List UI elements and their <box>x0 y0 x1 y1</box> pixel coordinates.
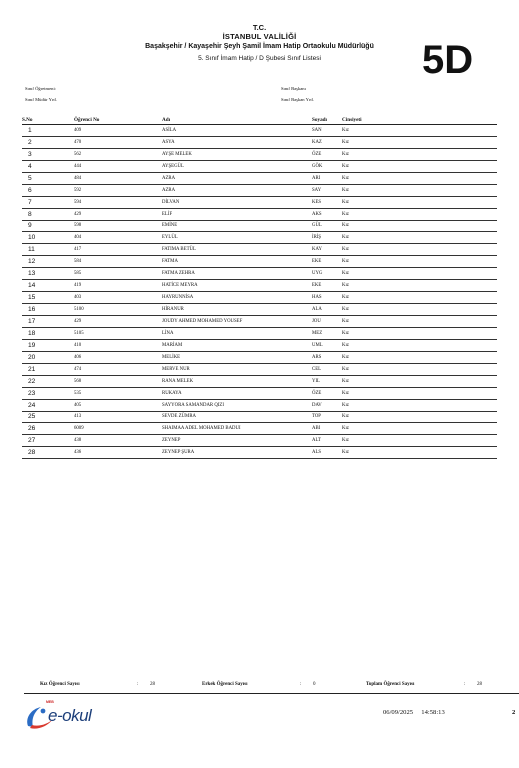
cell-name: ZEYNEP ŞURA <box>162 447 312 459</box>
cell-name: FATMA ZEHRA <box>162 268 312 280</box>
cell-name: SAYYORA SAMANDAR QIZI <box>162 399 312 411</box>
table-row <box>22 447 497 459</box>
cell-student-no: 535 <box>74 387 162 399</box>
table-row <box>22 327 497 339</box>
girls-count-label: Kız Öğrenci Sayısı <box>40 682 80 687</box>
cell-student-no: 474 <box>74 363 162 375</box>
cell-sno: 22 <box>22 375 74 387</box>
cell-student-no: 6009 <box>74 423 162 435</box>
table-row <box>22 411 497 423</box>
cell-name: SHAIMAA ADEL MOHAMED BADUI <box>162 423 312 435</box>
cell-gender: Kız <box>342 339 497 351</box>
cell-surname: ARS <box>312 351 342 363</box>
cell-name: ZEYNEP <box>162 435 312 447</box>
cell-sno: 11 <box>22 244 74 256</box>
cell-surname: KAZ <box>312 136 342 148</box>
cell-surname: UML <box>312 339 342 351</box>
header-tc: T.C. <box>252 23 267 32</box>
cell-sno: 6 <box>22 184 74 196</box>
cell-student-no: 5105 <box>74 327 162 339</box>
cell-gender: Kız <box>342 220 497 232</box>
cell-surname: KES <box>312 196 342 208</box>
table-row <box>22 244 497 256</box>
cell-name: ASYA <box>162 136 312 148</box>
cell-sno: 2 <box>22 136 74 148</box>
cell-student-no: 470 <box>74 136 162 148</box>
cell-gender: Kız <box>342 435 497 447</box>
table-row <box>22 423 497 435</box>
cell-gender: Kız <box>342 304 497 316</box>
cell-surname: KAY <box>312 244 342 256</box>
cell-sno: 3 <box>22 148 74 160</box>
cell-student-no: 585 <box>74 268 162 280</box>
vice-head-label: Sınıf Başkan Yrd. <box>281 97 314 102</box>
cell-gender: Kız <box>342 125 497 137</box>
cell-gender: Kız <box>342 136 497 148</box>
cell-gender: Kız <box>342 447 497 459</box>
cell-surname: DAV <box>312 399 342 411</box>
cell-gender: Kız <box>342 423 497 435</box>
col-header-surname: Soyadı <box>312 116 342 125</box>
cell-sno: 24 <box>22 399 74 411</box>
cell-surname: SAY <box>312 184 342 196</box>
cell-name: EYLÜL <box>162 232 312 244</box>
cell-name: FATMA <box>162 256 312 268</box>
total-count-label: Toplam Öğrenci Sayısı <box>366 682 415 687</box>
cell-name: HİRANUR <box>162 304 312 316</box>
table-row <box>22 208 497 220</box>
cell-gender: Kız <box>342 316 497 328</box>
eokul-logo <box>22 700 102 734</box>
table-row <box>22 339 497 351</box>
cell-gender: Kız <box>342 160 497 172</box>
cell-sno: 8 <box>22 208 74 220</box>
cell-student-no: 5100 <box>74 304 162 316</box>
cell-name: AYŞEGÜL <box>162 160 312 172</box>
table-row <box>22 136 497 148</box>
col-header-sno: S.No <box>22 116 74 125</box>
cell-gender: Kız <box>342 363 497 375</box>
cell-sno: 28 <box>22 447 74 459</box>
cell-gender: Kız <box>342 148 497 160</box>
boys-count-label: Erkek Öğrenci Sayısı <box>202 682 248 687</box>
class-head-label: Sınıf Başkanı <box>281 86 306 91</box>
boys-count-separator: : <box>300 682 302 687</box>
cell-sno: 1 <box>22 125 74 137</box>
cell-sno: 17 <box>22 316 74 328</box>
cell-sno: 16 <box>22 304 74 316</box>
total-count-separator: : <box>464 682 466 687</box>
header-governorship: İSTANBUL VALİLİĞİ <box>222 32 297 41</box>
cell-student-no: 444 <box>74 160 162 172</box>
table-row <box>22 292 497 304</box>
cell-surname: EKE <box>312 256 342 268</box>
cell-gender: Kız <box>342 292 497 304</box>
header-school-name: Başakşehir / Kayaşehir Şeyh Şamil İmam Hatip Ortaokulu Müdürlüğü <box>145 43 374 50</box>
cell-surname: GÖK <box>312 160 342 172</box>
page-number: 2 <box>512 709 516 716</box>
cell-sno: 15 <box>22 292 74 304</box>
cell-sno: 20 <box>22 351 74 363</box>
table-row <box>22 160 497 172</box>
cell-name: LİNA <box>162 327 312 339</box>
cell-name: RANA MELEK <box>162 375 312 387</box>
cell-surname: AKS <box>312 208 342 220</box>
table-row <box>22 375 497 387</box>
cell-student-no: 436 <box>74 447 162 459</box>
col-header-gender: Cinsiyeti <box>342 116 497 125</box>
cell-student-no: 594 <box>74 196 162 208</box>
cell-student-no: 592 <box>74 184 162 196</box>
cell-student-no: 410 <box>74 339 162 351</box>
cell-gender: Kız <box>342 280 497 292</box>
girls-count-value: 28 <box>150 682 155 687</box>
cell-surname: SAN <box>312 125 342 137</box>
cell-sno: 25 <box>22 411 74 423</box>
cell-gender: Kız <box>342 387 497 399</box>
table-row <box>22 256 497 268</box>
table-row <box>22 172 497 184</box>
cell-gender: Kız <box>342 184 497 196</box>
cell-sno: 12 <box>22 256 74 268</box>
cell-surname: ABI <box>312 423 342 435</box>
table-row <box>22 435 497 447</box>
cell-student-no: 417 <box>74 244 162 256</box>
table-row <box>22 148 497 160</box>
cell-surname: YIL <box>312 375 342 387</box>
cell-sno: 7 <box>22 196 74 208</box>
cell-gender: Kız <box>342 172 497 184</box>
table-row <box>22 196 497 208</box>
cell-student-no: 562 <box>74 148 162 160</box>
table-row <box>22 268 497 280</box>
total-count-value: 28 <box>477 682 482 687</box>
cell-surname: ÖZE <box>312 387 342 399</box>
cell-student-no: 429 <box>74 316 162 328</box>
cell-sno: 14 <box>22 280 74 292</box>
cell-sno: 10 <box>22 232 74 244</box>
table-row <box>22 351 497 363</box>
cell-name: HAYRUNNİSA <box>162 292 312 304</box>
cell-gender: Kız <box>342 232 497 244</box>
cell-name: MELİKE <box>162 351 312 363</box>
cell-name: SEVDE ZÜMRA <box>162 411 312 423</box>
table-row <box>22 304 497 316</box>
cell-sno: 18 <box>22 327 74 339</box>
table-row <box>22 232 497 244</box>
cell-gender: Kız <box>342 268 497 280</box>
cell-gender: Kız <box>342 244 497 256</box>
cell-surname: ARI <box>312 172 342 184</box>
cell-surname: EKE <box>312 280 342 292</box>
cell-name: MARİAM <box>162 339 312 351</box>
cell-sno: 23 <box>22 387 74 399</box>
cell-name: AZRA <box>162 172 312 184</box>
cell-name: EMİNE <box>162 220 312 232</box>
cell-name: FATIMA BETÜL <box>162 244 312 256</box>
cell-name: ASİLA <box>162 125 312 137</box>
meb-label: MEB <box>46 700 54 704</box>
eokul-logo-text: e-okul <box>48 706 92 725</box>
cell-sno: 13 <box>22 268 74 280</box>
table-row <box>22 280 497 292</box>
print-date: 06/09/2025 <box>383 709 414 716</box>
cell-student-no: 484 <box>74 172 162 184</box>
cell-student-no: 404 <box>74 232 162 244</box>
cell-surname: İRİŞ <box>312 232 342 244</box>
cell-surname: TOP <box>312 411 342 423</box>
cell-gender: Kız <box>342 327 497 339</box>
cell-name: AZRA <box>162 184 312 196</box>
cell-gender: Kız <box>342 351 497 363</box>
cell-student-no: 409 <box>74 125 162 137</box>
cell-surname: CEL <box>312 363 342 375</box>
table-row <box>22 125 497 137</box>
class-code: 5D <box>422 38 474 82</box>
col-header-student-no: Öğrenci No <box>74 116 162 125</box>
cell-sno: 19 <box>22 339 74 351</box>
cell-sno: 9 <box>22 220 74 232</box>
cell-gender: Kız <box>342 208 497 220</box>
cell-surname: UYG <box>312 268 342 280</box>
cell-surname: ÖZE <box>312 148 342 160</box>
cell-student-no: 413 <box>74 411 162 423</box>
list-title: 5. Sınıf İmam Hatip / D Şubesi Sınıf Listesi <box>198 55 321 62</box>
table-row <box>22 363 497 375</box>
print-datetime <box>383 709 445 716</box>
cell-gender: Kız <box>342 196 497 208</box>
cell-sno: 21 <box>22 363 74 375</box>
cell-student-no: 405 <box>74 399 162 411</box>
cell-surname: HAS <box>312 292 342 304</box>
print-time: 14:58:13 <box>421 709 445 716</box>
cell-name: HATİCE MEYRA <box>162 280 312 292</box>
cell-student-no: 419 <box>74 280 162 292</box>
cell-student-no: 403 <box>74 292 162 304</box>
cell-sno: 27 <box>22 435 74 447</box>
table-row <box>22 399 497 411</box>
cell-gender: Kız <box>342 256 497 268</box>
cell-name: RUKAYA <box>162 387 312 399</box>
table-row <box>22 220 497 232</box>
teacher-label: Sınıf Öğretmeni: <box>25 86 57 91</box>
cell-student-no: 438 <box>74 435 162 447</box>
cell-student-no: 598 <box>74 220 162 232</box>
cell-name: AYŞE MELEK <box>162 148 312 160</box>
footer-summary <box>0 680 519 692</box>
cell-student-no: 584 <box>74 256 162 268</box>
cell-name: MERVE NUR <box>162 363 312 375</box>
cell-gender: Kız <box>342 375 497 387</box>
cell-surname: JOU <box>312 316 342 328</box>
cell-name: JOUDY AHMED MOHAMED YOUSEF <box>162 316 312 328</box>
vice-principal-label: Sınıf Müdür Yrd. <box>25 97 57 102</box>
table-header-row <box>22 116 497 125</box>
cell-sno: 4 <box>22 160 74 172</box>
boys-count-value: 0 <box>313 682 316 687</box>
cell-sno: 26 <box>22 423 74 435</box>
student-table <box>22 116 497 459</box>
cell-sno: 5 <box>22 172 74 184</box>
cell-surname: MEZ <box>312 327 342 339</box>
cell-surname: ALA <box>312 304 342 316</box>
col-header-name: Adı <box>162 116 312 125</box>
cell-surname: ALT <box>312 435 342 447</box>
girls-count-separator: : <box>137 682 139 687</box>
cell-name: DİLVAN <box>162 196 312 208</box>
cell-student-no: 568 <box>74 375 162 387</box>
cell-gender: Kız <box>342 411 497 423</box>
cell-student-no: 429 <box>74 208 162 220</box>
table-row <box>22 387 497 399</box>
cell-surname: ALS <box>312 447 342 459</box>
table-row <box>22 316 497 328</box>
cell-student-no: 406 <box>74 351 162 363</box>
cell-surname: GÜL <box>312 220 342 232</box>
footer-divider <box>24 693 519 694</box>
cell-gender: Kız <box>342 399 497 411</box>
cell-name: ELİF <box>162 208 312 220</box>
table-row <box>22 184 497 196</box>
